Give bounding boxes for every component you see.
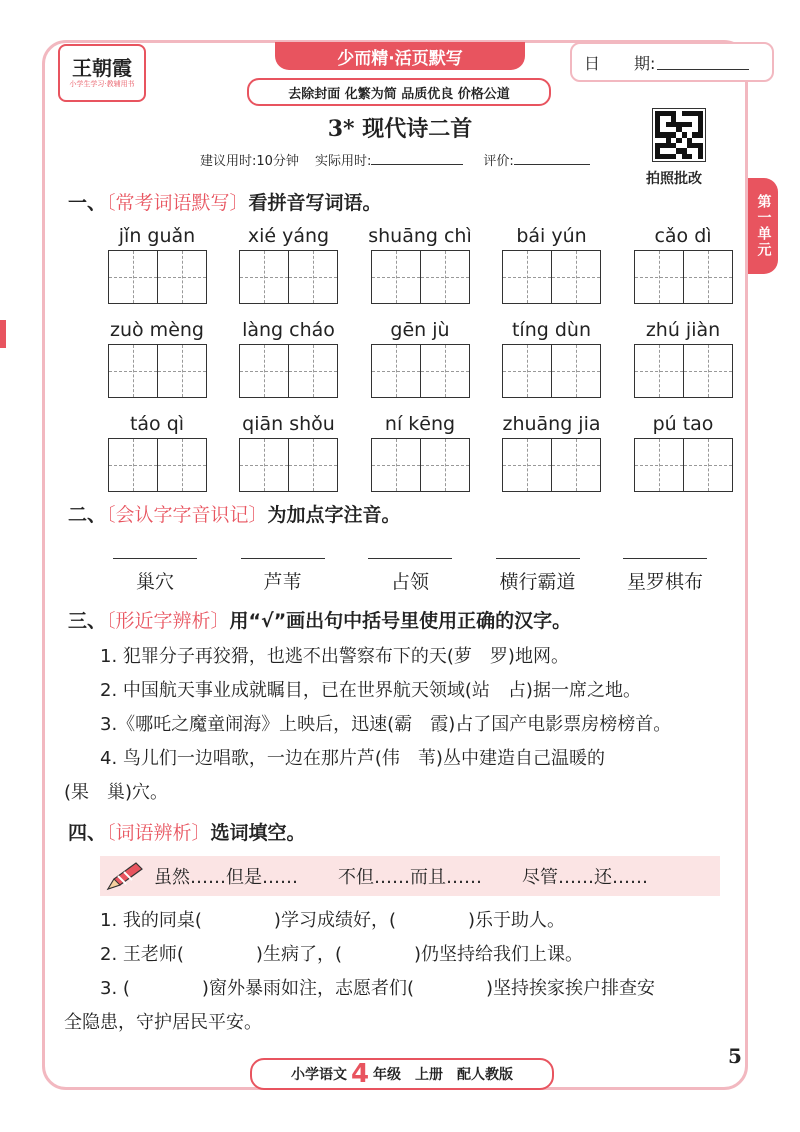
pinyin-item (363, 410, 477, 492)
slogan-bar: 去除封面 化繁为简 品质优良 价格公道 (247, 78, 551, 106)
phonetic-answer-line[interactable] (113, 548, 197, 559)
rating-field[interactable] (514, 150, 590, 165)
section3-question-3: 3.《哪吒之魔童闹海》上映后，迅速(霸 霞)占了国产电影票房榜榜首。 (100, 714, 672, 735)
section4-question-1: 1. 我的同桌( )学习成绩好，( )乐于助人。 (100, 910, 565, 931)
char-box[interactable] (421, 345, 469, 397)
writing-boxes[interactable] (239, 344, 338, 398)
pinyin-text: ní kēng (384, 413, 456, 435)
pinyin-text: tíng dùn (511, 319, 591, 341)
phonetic-items (100, 548, 720, 594)
pinyin-text: bái yún (516, 225, 587, 247)
footer-bar (250, 1058, 554, 1090)
pinyin-item (626, 222, 740, 304)
time-row (200, 150, 590, 169)
char-box[interactable] (552, 345, 600, 397)
phonetic-item (355, 548, 465, 594)
pinyin-text: pú tao (652, 413, 714, 435)
pinyin-text: shuāng chì (368, 225, 472, 247)
section4-question-3: 3. ( )窗外暴雨如注，志愿者们( )坚持挨家挨户排查安 (100, 978, 655, 999)
date-label-ri: 日 (584, 53, 601, 73)
section4-question-2: 2. 王老师( )生病了，( )仍坚持给我们上课。 (100, 944, 583, 965)
char-box[interactable] (635, 439, 684, 491)
char-box[interactable] (289, 251, 337, 303)
brand-logo (58, 44, 146, 102)
phonetic-word: 占领 (390, 571, 429, 593)
pinyin-text: táo qì (129, 413, 185, 435)
pinyin-item (626, 316, 740, 398)
section3-heading (68, 606, 571, 633)
pinyin-text: qiān shǒu (242, 413, 335, 435)
word-bank-item: 不但……而且…… (338, 867, 482, 888)
pinyin-text: jǐn guǎn (118, 225, 196, 247)
section3-num: 三、 (68, 610, 107, 632)
pinyin-item (363, 316, 477, 398)
section4-instruction: 选词填空。 (210, 822, 306, 844)
phonetic-answer-line[interactable] (241, 548, 325, 559)
char-box[interactable] (372, 439, 421, 491)
pinyin-item (232, 410, 346, 492)
pinyin-item (495, 222, 609, 304)
section1-num: 一、 (68, 192, 107, 214)
pinyin-text: cǎo dì (654, 225, 712, 247)
char-box[interactable] (109, 251, 158, 303)
section2-heading (68, 500, 401, 527)
section1-heading (68, 188, 382, 215)
phonetic-word: 星罗棋布 (626, 571, 703, 593)
word-bank (100, 856, 720, 896)
pinyin-row (100, 410, 740, 492)
section2-tag: 〔会认字字音识记〕 (106, 504, 268, 526)
pinyin-text: làng cháo (242, 319, 335, 341)
writing-boxes[interactable] (108, 344, 207, 398)
phonetic-word: 巢穴 (135, 571, 174, 593)
pinyin-item (363, 222, 477, 304)
section4-num: 四、 (68, 822, 107, 844)
actual-time-label: 实际用时: (314, 154, 372, 169)
pinyin-text: gēn jù (390, 319, 450, 341)
writing-boxes[interactable] (634, 344, 733, 398)
char-box[interactable] (158, 439, 206, 491)
pinyin-row (100, 316, 740, 398)
footer-grade-suffix: 年级 (373, 1067, 402, 1083)
char-box[interactable] (684, 439, 732, 491)
char-box[interactable] (421, 439, 469, 491)
section3-tag: 〔形近字辨析〕 (106, 610, 230, 632)
phonetic-answer-line[interactable] (496, 548, 580, 559)
phonetic-item (100, 548, 210, 594)
phonetic-answer-line[interactable] (623, 548, 707, 559)
phonetic-item (610, 548, 720, 594)
qr-label: 拍照批改 (646, 171, 702, 187)
rating-label: 评价: (483, 154, 514, 169)
section3-question-4: 4. 鸟儿们一边唱歌，一边在那片芦(伟 苇)丛中建造自己温暖的 (100, 748, 605, 769)
section1-tag: 〔常考词语默写〕 (106, 192, 249, 214)
qr-code-icon[interactable] (652, 108, 706, 162)
char-box[interactable] (421, 251, 469, 303)
section3-question-2: 2. 中国航天事业成就瞩目，已在世界航天领域(站 占)据一席之地。 (100, 680, 641, 701)
phonetic-item (483, 548, 593, 594)
pencil-icon (106, 861, 144, 891)
section3-question-4-cont: (果 巢)穴。 (64, 782, 169, 803)
writing-boxes[interactable] (108, 438, 207, 492)
char-box[interactable] (158, 251, 206, 303)
char-box[interactable] (289, 345, 337, 397)
writing-boxes[interactable] (634, 438, 733, 492)
pinyin-item (100, 410, 214, 492)
date-label-qi: 期: (634, 53, 656, 73)
pinyin-text: zuò mèng (110, 319, 204, 341)
footer-edition: 配人教版 (457, 1067, 514, 1083)
char-box[interactable] (684, 251, 732, 303)
char-box[interactable] (240, 251, 289, 303)
pinyin-item (495, 410, 609, 492)
char-box[interactable] (109, 345, 158, 397)
section2-instruction: 为加点字注音。 (267, 504, 401, 526)
unit-side-tab: 第一单元 (748, 178, 778, 274)
section3-instruction: 用“√”画出句中括号里使用正确的汉字。 (229, 610, 572, 632)
series-banner: 少而精·活页默写 (275, 42, 525, 70)
writing-boxes[interactable] (634, 250, 733, 304)
section3-question-1: 1. 犯罪分子再狡猾，也逃不出警察布下的天(萝 罗)地网。 (100, 646, 569, 667)
section4-question-3-cont: 全隐患，守护居民平安。 (64, 1012, 262, 1033)
section1-instruction: 看拼音写词语。 (248, 192, 382, 214)
pinyin-text: zhú jiàn (645, 319, 721, 341)
lesson-title: 3* 现代诗二首 (327, 116, 473, 142)
char-box[interactable] (635, 251, 684, 303)
writing-boxes[interactable] (108, 250, 207, 304)
char-box[interactable] (109, 439, 158, 491)
section4-tag: 〔词语辨析〕 (106, 822, 211, 844)
writing-boxes[interactable] (371, 250, 470, 304)
char-box[interactable] (503, 251, 552, 303)
pinyin-item (100, 316, 214, 398)
page-number: 5 (728, 1044, 742, 1068)
pinyin-item (495, 316, 609, 398)
pinyin-item (232, 222, 346, 304)
pinyin-text: zhuāng jia (502, 413, 601, 435)
char-box[interactable] (158, 345, 206, 397)
writing-boxes[interactable] (502, 438, 601, 492)
char-box[interactable] (503, 439, 552, 491)
pinyin-text: xié yáng (247, 225, 330, 247)
pinyin-item (232, 316, 346, 398)
writing-boxes[interactable] (502, 344, 601, 398)
char-box[interactable] (552, 439, 600, 491)
pinyin-item (100, 222, 214, 304)
footer-term: 上册 (415, 1067, 444, 1083)
char-box[interactable] (684, 345, 732, 397)
section4-heading (68, 818, 306, 845)
footer-subject: 小学语文 (290, 1067, 347, 1083)
char-box[interactable] (240, 439, 289, 491)
suggested-time: 建议用时:10分钟 (200, 154, 299, 169)
pinyin-grid (100, 222, 740, 492)
word-bank-item: 虽然……但是…… (154, 867, 298, 888)
logo-subtext: 小学生学习·教辅用书 (69, 80, 135, 88)
phonetic-word: 横行霸道 (499, 571, 576, 593)
char-box[interactable] (635, 345, 684, 397)
binding-mark (0, 320, 6, 348)
logo-text: 王朝霞 (72, 56, 132, 80)
word-bank-item: 尽管……还…… (522, 867, 648, 888)
char-box[interactable] (372, 251, 421, 303)
pinyin-item (626, 410, 740, 492)
writing-boxes[interactable] (371, 344, 470, 398)
char-box[interactable] (240, 345, 289, 397)
writing-boxes[interactable] (371, 438, 470, 492)
phonetic-answer-line[interactable] (368, 548, 452, 559)
char-box[interactable] (372, 345, 421, 397)
section2-num: 二、 (68, 504, 107, 526)
footer-grade-number: 4 (350, 1059, 370, 1089)
char-box[interactable] (289, 439, 337, 491)
pinyin-row (100, 222, 740, 304)
actual-time-field[interactable] (371, 150, 463, 165)
phonetic-item (228, 548, 338, 594)
date-box (570, 42, 774, 82)
phonetic-word: 芦苇 (263, 571, 302, 593)
char-box[interactable] (552, 251, 600, 303)
writing-boxes[interactable] (239, 250, 338, 304)
char-box[interactable] (503, 345, 552, 397)
writing-boxes[interactable] (502, 250, 601, 304)
writing-boxes[interactable] (239, 438, 338, 492)
date-field[interactable] (657, 55, 749, 70)
